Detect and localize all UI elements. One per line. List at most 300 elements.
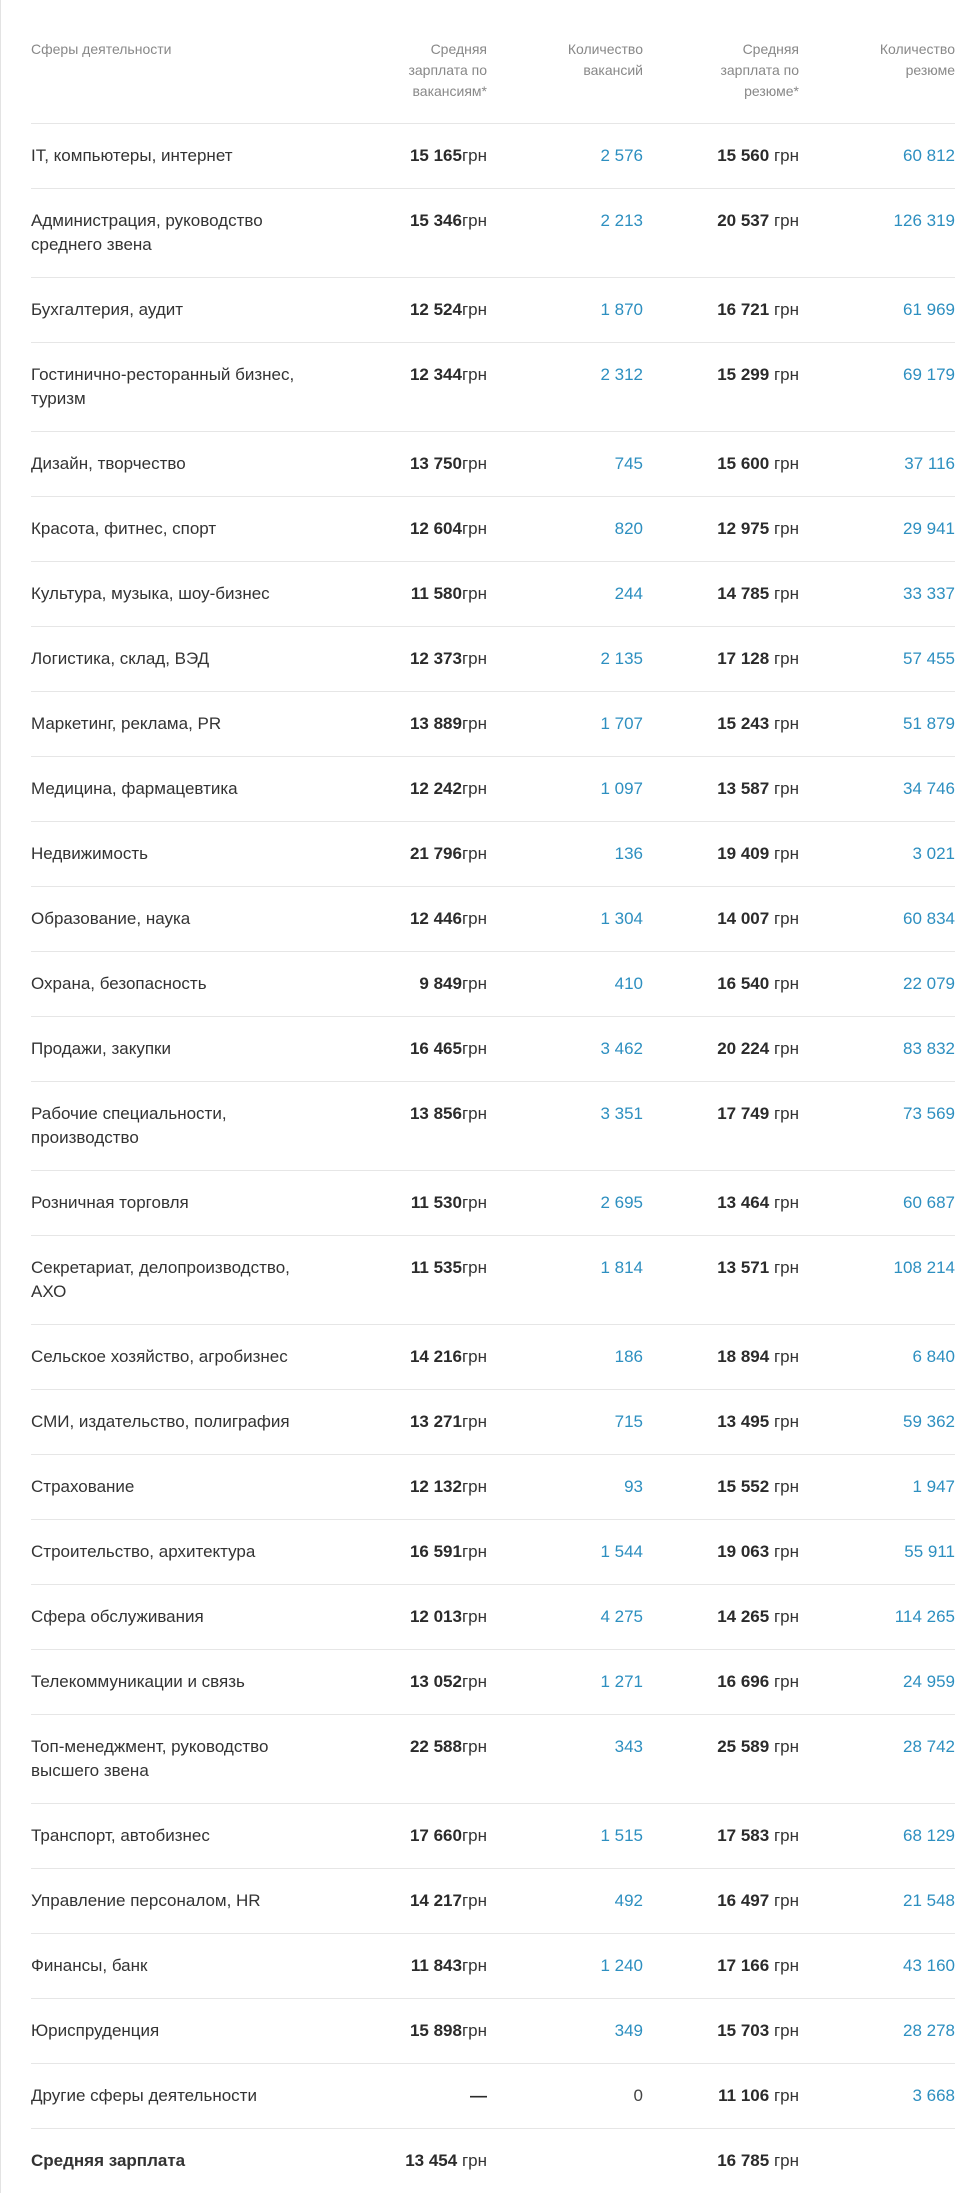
resume-count-link[interactable]: 108 214 [893, 1258, 955, 1277]
total-label: Средняя зарплата [31, 2151, 186, 2170]
salary-resumes-cell [643, 1934, 799, 1999]
vacancy-count-cell [487, 1934, 643, 1999]
currency-label: грн [461, 584, 487, 603]
salary-resumes-cell [643, 1171, 799, 1236]
salary-resumes-value: 17 128 [717, 649, 770, 668]
vacancy-count-cell [487, 2064, 643, 2129]
resume-count-cell [799, 887, 955, 952]
sphere-label: Бухгалтерия, аудит [31, 300, 184, 319]
sphere-cell [31, 1650, 331, 1715]
vacancy-count-link[interactable]: 820 [614, 519, 643, 538]
sphere-label: Гостинично-ресторанный бизнес, [31, 365, 295, 384]
resume-count-cell [799, 1869, 955, 1934]
currency-label: грн [461, 1891, 487, 1910]
salary-vacancies-value: 12 524 [409, 300, 462, 319]
resume-count-link[interactable]: 114 265 [894, 1607, 955, 1626]
table-row [31, 1171, 955, 1236]
salary-vacancies-value: 15 165 [409, 146, 462, 165]
sphere-cell [31, 1236, 331, 1325]
resume-count-cell [799, 1082, 955, 1171]
currency-label: грн [461, 1956, 487, 1975]
salary-resumes-value: 18 894 [717, 1347, 770, 1366]
table-row [31, 1082, 955, 1171]
table-row [31, 343, 955, 432]
salary-vacancies-value: 22 588 [409, 1737, 462, 1756]
salary-vacancies-cell [331, 887, 487, 952]
total-salary-vacancies-value: 13 454 [405, 2151, 458, 2170]
salary-stats-table [31, 0, 955, 2193]
currency-label: грн [773, 1542, 799, 1561]
resume-count-cell [799, 1999, 955, 2064]
sphere-cell [31, 2064, 331, 2129]
currency-label: грн [461, 1258, 487, 1277]
sphere-cell [31, 1390, 331, 1455]
empty-cell [799, 2129, 955, 2193]
salary-vacancies-cell [331, 757, 487, 822]
resume-count-cell [799, 1390, 955, 1455]
currency-label: грн [773, 146, 799, 165]
table-row [31, 1390, 955, 1455]
vacancy-count-cell [487, 1455, 643, 1520]
left-border [0, 0, 1, 2193]
sphere-cell [31, 1804, 331, 1869]
vacancy-count-link[interactable]: 2 576 [600, 146, 643, 165]
table-row [31, 1869, 955, 1934]
salary-resumes-value: 15 552 [717, 1477, 770, 1496]
salary-vacancies-value: 12 013 [409, 1607, 462, 1626]
vacancy-count-link[interactable]: 1 814 [600, 1258, 643, 1277]
resume-count-link[interactable]: 57 455 [903, 649, 955, 668]
table-row [31, 1804, 955, 1869]
salary-resumes-cell [643, 887, 799, 952]
vacancy-count-link[interactable]: 1 515 [600, 1826, 643, 1845]
salary-vacancies-value: 13 750 [409, 454, 462, 473]
sphere-label: Страхование [31, 1477, 135, 1496]
salary-resumes-cell [643, 124, 799, 189]
salary-vacancies-value: 14 216 [409, 1347, 462, 1366]
salary-resumes-cell [643, 278, 799, 343]
salary-vacancies-cell [331, 1804, 487, 1869]
currency-label: грн [461, 779, 487, 798]
salary-vacancies-cell [331, 952, 487, 1017]
salary-vacancies-cell [331, 497, 487, 562]
salary-vacancies-cell [331, 189, 487, 278]
vacancy-count-link[interactable]: 1 544 [600, 1542, 643, 1561]
currency-label: грн [773, 211, 799, 230]
vacancy-count-link[interactable]: 4 275 [600, 1607, 643, 1626]
salary-vacancies-cell [331, 1455, 487, 1520]
salary-resumes-cell [643, 822, 799, 887]
resume-count-cell [799, 1650, 955, 1715]
currency-label: грн [461, 909, 487, 928]
currency-label: грн [773, 2086, 799, 2105]
resume-count-cell [799, 1520, 955, 1585]
salary-vacancies-value: — [470, 2086, 487, 2105]
currency-label: грн [461, 714, 487, 733]
salary-vacancies-cell [331, 1715, 487, 1804]
sphere-label: высшего звена [31, 1761, 149, 1780]
sphere-label: туризм [31, 389, 86, 408]
sphere-label: АХО [31, 1282, 67, 1301]
salary-vacancies-cell [331, 432, 487, 497]
table-row [31, 432, 955, 497]
resume-count-cell [799, 1325, 955, 1390]
resume-count-cell [799, 343, 955, 432]
table-row [31, 2064, 955, 2129]
resume-count-cell [799, 1017, 955, 1082]
salary-resumes-value: 16 696 [717, 1672, 770, 1691]
resume-count-link[interactable]: 3 021 [912, 844, 955, 863]
empty-cell [487, 2129, 643, 2193]
salary-vacancies-cell [331, 1650, 487, 1715]
resume-count-link[interactable]: 126 319 [893, 211, 955, 230]
currency-label: грн [773, 300, 799, 319]
table-row [31, 692, 955, 757]
vacancy-count-link[interactable]: 492 [614, 1891, 643, 1910]
vacancy-count-link[interactable]: 1 304 [600, 909, 643, 928]
vacancy-count-link[interactable]: 93 [624, 1477, 643, 1496]
sphere-label: Секретариат, делопроизводство, [31, 1258, 290, 1277]
salary-resumes-value: 15 243 [717, 714, 770, 733]
resume-count-cell [799, 562, 955, 627]
salary-vacancies-value: 11 580 [410, 584, 462, 603]
resume-count-link[interactable]: 28 278 [903, 2021, 955, 2040]
resume-count-link[interactable]: 60 687 [903, 1193, 955, 1212]
currency-label: грн [773, 1477, 799, 1496]
vacancy-count-cell [487, 562, 643, 627]
total-salary-resumes-value: 16 785 [717, 2151, 770, 2170]
currency-label: грн [773, 1412, 799, 1431]
salary-resumes-cell [643, 189, 799, 278]
table-row [31, 1017, 955, 1082]
sphere-label: Культура, музыка, шоу-бизнес [31, 584, 270, 603]
sphere-label: Медицина, фармацевтика [31, 779, 238, 798]
salary-vacancies-value: 11 535 [410, 1258, 462, 1277]
resume-count-cell [799, 1236, 955, 1325]
table-row [31, 627, 955, 692]
vacancy-count-link[interactable]: 2 312 [600, 365, 643, 384]
currency-label: грн [461, 146, 487, 165]
salary-vacancies-cell [331, 278, 487, 343]
vacancy-count-link[interactable]: 343 [614, 1737, 643, 1756]
resume-count-cell [799, 692, 955, 757]
table-row [31, 1650, 955, 1715]
sphere-cell [31, 952, 331, 1017]
resume-count-cell [799, 1455, 955, 1520]
currency-label: грн [773, 1956, 799, 1975]
resume-count-cell [799, 189, 955, 278]
currency-label: грн [773, 909, 799, 928]
resume-count-link[interactable]: 24 959 [903, 1672, 955, 1691]
sphere-cell [31, 1999, 331, 2064]
vacancy-count-cell [487, 1171, 643, 1236]
currency-label: грн [773, 519, 799, 538]
currency-label: грн [461, 2021, 487, 2040]
resume-count-link[interactable]: 60 834 [903, 909, 955, 928]
salary-vacancies-value: 12 604 [409, 519, 462, 538]
resume-count-link[interactable]: 68 129 [903, 1826, 955, 1845]
sphere-label: Топ-менеджмент, руководство [31, 1737, 269, 1756]
salary-vacancies-value: 16 465 [409, 1039, 462, 1058]
sphere-cell [31, 822, 331, 887]
salary-resumes-cell [643, 1869, 799, 1934]
currency-label: грн [773, 1039, 799, 1058]
salary-resumes-cell [643, 1325, 799, 1390]
resume-count-link[interactable]: 55 911 [904, 1542, 955, 1561]
salary-vacancies-cell [331, 1082, 487, 1171]
resume-count-link[interactable]: 22 079 [903, 974, 955, 993]
header-vacancy-count: Количество вакансий [487, 0, 643, 124]
currency-label: грн [773, 844, 799, 863]
resume-count-link[interactable]: 60 812 [903, 146, 955, 165]
salary-resumes-cell [643, 343, 799, 432]
resume-count-link[interactable]: 3 668 [912, 2086, 955, 2105]
sphere-label: Охрана, безопасность [31, 974, 207, 993]
sphere-label: Продажи, закупки [31, 1039, 171, 1058]
resume-count-cell [799, 497, 955, 562]
salary-vacancies-value: 11 843 [410, 1956, 462, 1975]
salary-resumes-value: 13 495 [717, 1412, 770, 1431]
vacancy-count-link[interactable]: 410 [614, 974, 643, 993]
salary-resumes-value: 14 265 [717, 1607, 770, 1626]
currency-label: грн [773, 1672, 799, 1691]
resume-count-link[interactable]: 34 746 [903, 779, 955, 798]
resume-count-cell [799, 432, 955, 497]
resume-count-link[interactable]: 61 969 [903, 300, 955, 319]
vacancy-count-link[interactable]: 244 [614, 584, 643, 603]
salary-resumes-value: 15 703 [717, 2021, 770, 2040]
resume-count-cell [799, 1171, 955, 1236]
salary-resumes-cell [643, 1804, 799, 1869]
currency-label: грн [461, 1826, 487, 1845]
vacancy-count-link[interactable]: 1 240 [600, 1956, 643, 1975]
resume-count-cell [799, 627, 955, 692]
resume-count-cell [799, 1715, 955, 1804]
resume-count-link[interactable]: 28 742 [903, 1737, 955, 1756]
salary-resumes-cell [643, 1585, 799, 1650]
table-row [31, 124, 955, 189]
currency-label: грн [461, 844, 487, 863]
sphere-cell [31, 627, 331, 692]
vacancy-count-cell [487, 1585, 643, 1650]
sphere-label: Образование, наука [31, 909, 191, 928]
sphere-cell [31, 757, 331, 822]
sphere-cell [31, 1585, 331, 1650]
table-row [31, 189, 955, 278]
table-row [31, 1455, 955, 1520]
salary-vacancies-value: 12 344 [409, 365, 462, 384]
table-row [31, 1715, 955, 1804]
salary-vacancies-value: 21 796 [409, 844, 462, 863]
sphere-cell [31, 1082, 331, 1171]
salary-vacancies-cell [331, 1390, 487, 1455]
vacancy-count-cell [487, 1999, 643, 2064]
sphere-label: Транспорт, автобизнес [31, 1826, 210, 1845]
table-row [31, 562, 955, 627]
vacancy-count-link[interactable]: 2 213 [600, 211, 643, 230]
resume-count-link[interactable]: 21 548 [903, 1891, 955, 1910]
sphere-label: среднего звена [31, 235, 152, 254]
table-row [31, 497, 955, 562]
resume-count-link[interactable]: 59 362 [903, 1412, 955, 1431]
vacancy-count-link[interactable]: 3 462 [600, 1039, 643, 1058]
vacancy-count-link[interactable]: 2 695 [600, 1193, 643, 1212]
total-label-cell [31, 2129, 331, 2193]
resume-count-cell [799, 2064, 955, 2129]
salary-vacancies-value: 13 889 [409, 714, 462, 733]
vacancy-count-cell [487, 1520, 643, 1585]
vacancy-count-cell [487, 1236, 643, 1325]
vacancy-count-link[interactable]: 1 097 [600, 779, 643, 798]
salary-vacancies-value: 15 346 [409, 211, 462, 230]
resume-count-link[interactable]: 73 569 [903, 1104, 955, 1123]
salary-vacancies-cell [331, 1869, 487, 1934]
salary-resumes-value: 20 537 [717, 211, 770, 230]
salary-vacancies-value: 14 217 [409, 1891, 462, 1910]
table-row [31, 757, 955, 822]
currency-label: грн [773, 2151, 799, 2170]
resume-count-link[interactable]: 69 179 [903, 365, 955, 384]
salary-vacancies-value: 9 849 [419, 974, 462, 993]
table-row [31, 1520, 955, 1585]
salary-vacancies-value: 13 856 [409, 1104, 462, 1123]
vacancy-count-cell [487, 952, 643, 1017]
salary-resumes-cell [643, 1650, 799, 1715]
sphere-cell [31, 124, 331, 189]
salary-vacancies-value: 13 271 [409, 1412, 462, 1431]
sphere-label: Розничная торговля [31, 1193, 189, 1212]
sphere-label: Администрация, руководство [31, 211, 263, 230]
table-row [31, 1934, 955, 1999]
salary-resumes-value: 17 583 [717, 1826, 770, 1845]
table-row [31, 1236, 955, 1325]
salary-vacancies-cell [331, 1999, 487, 2064]
salary-resumes-value: 13 464 [717, 1193, 770, 1212]
sphere-label: Сфера обслуживания [31, 1607, 204, 1626]
salary-vacancies-value: 16 591 [409, 1542, 462, 1561]
salary-vacancies-cell [331, 692, 487, 757]
vacancy-count-cell [487, 887, 643, 952]
currency-label: грн [773, 1607, 799, 1626]
sphere-cell [31, 1934, 331, 1999]
currency-label: грн [773, 1104, 799, 1123]
vacancy-count-cell [487, 1715, 643, 1804]
resume-count-link[interactable]: 1 947 [912, 1477, 955, 1496]
table-row [31, 822, 955, 887]
vacancy-count-cell [487, 189, 643, 278]
sphere-cell [31, 1325, 331, 1390]
vacancy-count-cell [487, 1650, 643, 1715]
vacancy-count-link[interactable]: 349 [614, 2021, 643, 2040]
vacancy-count-link[interactable]: 3 351 [600, 1104, 643, 1123]
salary-resumes-cell [643, 1390, 799, 1455]
currency-label: грн [773, 454, 799, 473]
sphere-label: Строительство, архитектура [31, 1542, 256, 1561]
salary-vacancies-cell [331, 1934, 487, 1999]
sphere-label: Дизайн, творчество [31, 454, 186, 473]
sphere-label: Другие сферы деятельности [31, 2086, 257, 2105]
vacancy-count-cell [487, 124, 643, 189]
currency-label: грн [461, 1477, 487, 1496]
vacancy-count-cell [487, 822, 643, 887]
currency-label: грн [773, 365, 799, 384]
sphere-label: Телекоммуникации и связь [31, 1672, 245, 1691]
resume-count-link[interactable]: 51 879 [903, 714, 955, 733]
salary-vacancies-cell [331, 1520, 487, 1585]
resume-count-link[interactable]: 83 832 [903, 1039, 955, 1058]
salary-vacancies-cell [331, 1236, 487, 1325]
salary-resumes-value: 19 063 [717, 1542, 770, 1561]
salary-resumes-cell [643, 497, 799, 562]
sphere-cell [31, 278, 331, 343]
salary-resumes-cell [643, 952, 799, 1017]
salary-vacancies-cell [331, 343, 487, 432]
salary-vacancies-value: 15 898 [409, 2021, 462, 2040]
salary-resumes-cell [643, 1017, 799, 1082]
vacancy-count-link[interactable]: 2 135 [600, 649, 643, 668]
sphere-label: Красота, фитнес, спорт [31, 519, 217, 538]
table-row [31, 952, 955, 1017]
salary-resumes-value: 17 749 [717, 1104, 770, 1123]
currency-label: грн [461, 1737, 487, 1756]
total-salary-resumes-cell [643, 2129, 799, 2193]
salary-resumes-value: 15 600 [717, 454, 770, 473]
vacancy-count-link[interactable]: 1 271 [600, 1672, 643, 1691]
table-row [31, 1999, 955, 2064]
sphere-label: Недвижимость [31, 844, 148, 863]
resume-count-link[interactable]: 29 941 [903, 519, 955, 538]
header-salary-vacancies: Средняя зарплата по вакансиям* [331, 0, 487, 124]
salary-resumes-value: 13 571 [717, 1258, 770, 1277]
vacancy-count-link[interactable]: 186 [614, 1347, 643, 1366]
resume-count-cell [799, 822, 955, 887]
vacancy-count-link[interactable]: 1 870 [600, 300, 643, 319]
salary-resumes-value: 15 560 [717, 146, 770, 165]
header-resume-count: Количество резюме [799, 0, 955, 124]
resume-count-link[interactable]: 6 840 [912, 1347, 955, 1366]
resume-count-link[interactable]: 33 337 [903, 584, 955, 603]
vacancy-count-link[interactable]: 136 [614, 844, 643, 863]
currency-label: грн [461, 649, 487, 668]
sphere-label: IT, компьютеры, интернет [31, 146, 233, 165]
vacancy-count-link[interactable]: 745 [614, 454, 643, 473]
vacancy-count-link: 0 [633, 2086, 643, 2105]
resume-count-cell [799, 757, 955, 822]
resume-count-link[interactable]: 43 160 [903, 1956, 955, 1975]
salary-vacancies-value: 11 530 [410, 1193, 462, 1212]
currency-label: грн [461, 1412, 487, 1431]
currency-label: грн [773, 1826, 799, 1845]
salary-vacancies-cell [331, 124, 487, 189]
sphere-cell [31, 1455, 331, 1520]
sphere-cell [31, 1017, 331, 1082]
sphere-cell [31, 562, 331, 627]
vacancy-count-cell [487, 1325, 643, 1390]
salary-resumes-value: 16 540 [717, 974, 770, 993]
sphere-cell [31, 1520, 331, 1585]
currency-label: грн [773, 1193, 799, 1212]
currency-label: грн [461, 974, 487, 993]
vacancy-count-link[interactable]: 1 707 [600, 714, 643, 733]
salary-vacancies-cell [331, 1325, 487, 1390]
vacancy-count-link[interactable]: 715 [614, 1412, 643, 1431]
sphere-label: Финансы, банк [31, 1956, 148, 1975]
salary-resumes-value: 13 587 [717, 779, 770, 798]
currency-label: грн [461, 1039, 487, 1058]
resume-count-link[interactable]: 37 116 [904, 454, 955, 473]
table-row [31, 1585, 955, 1650]
sphere-cell [31, 1869, 331, 1934]
